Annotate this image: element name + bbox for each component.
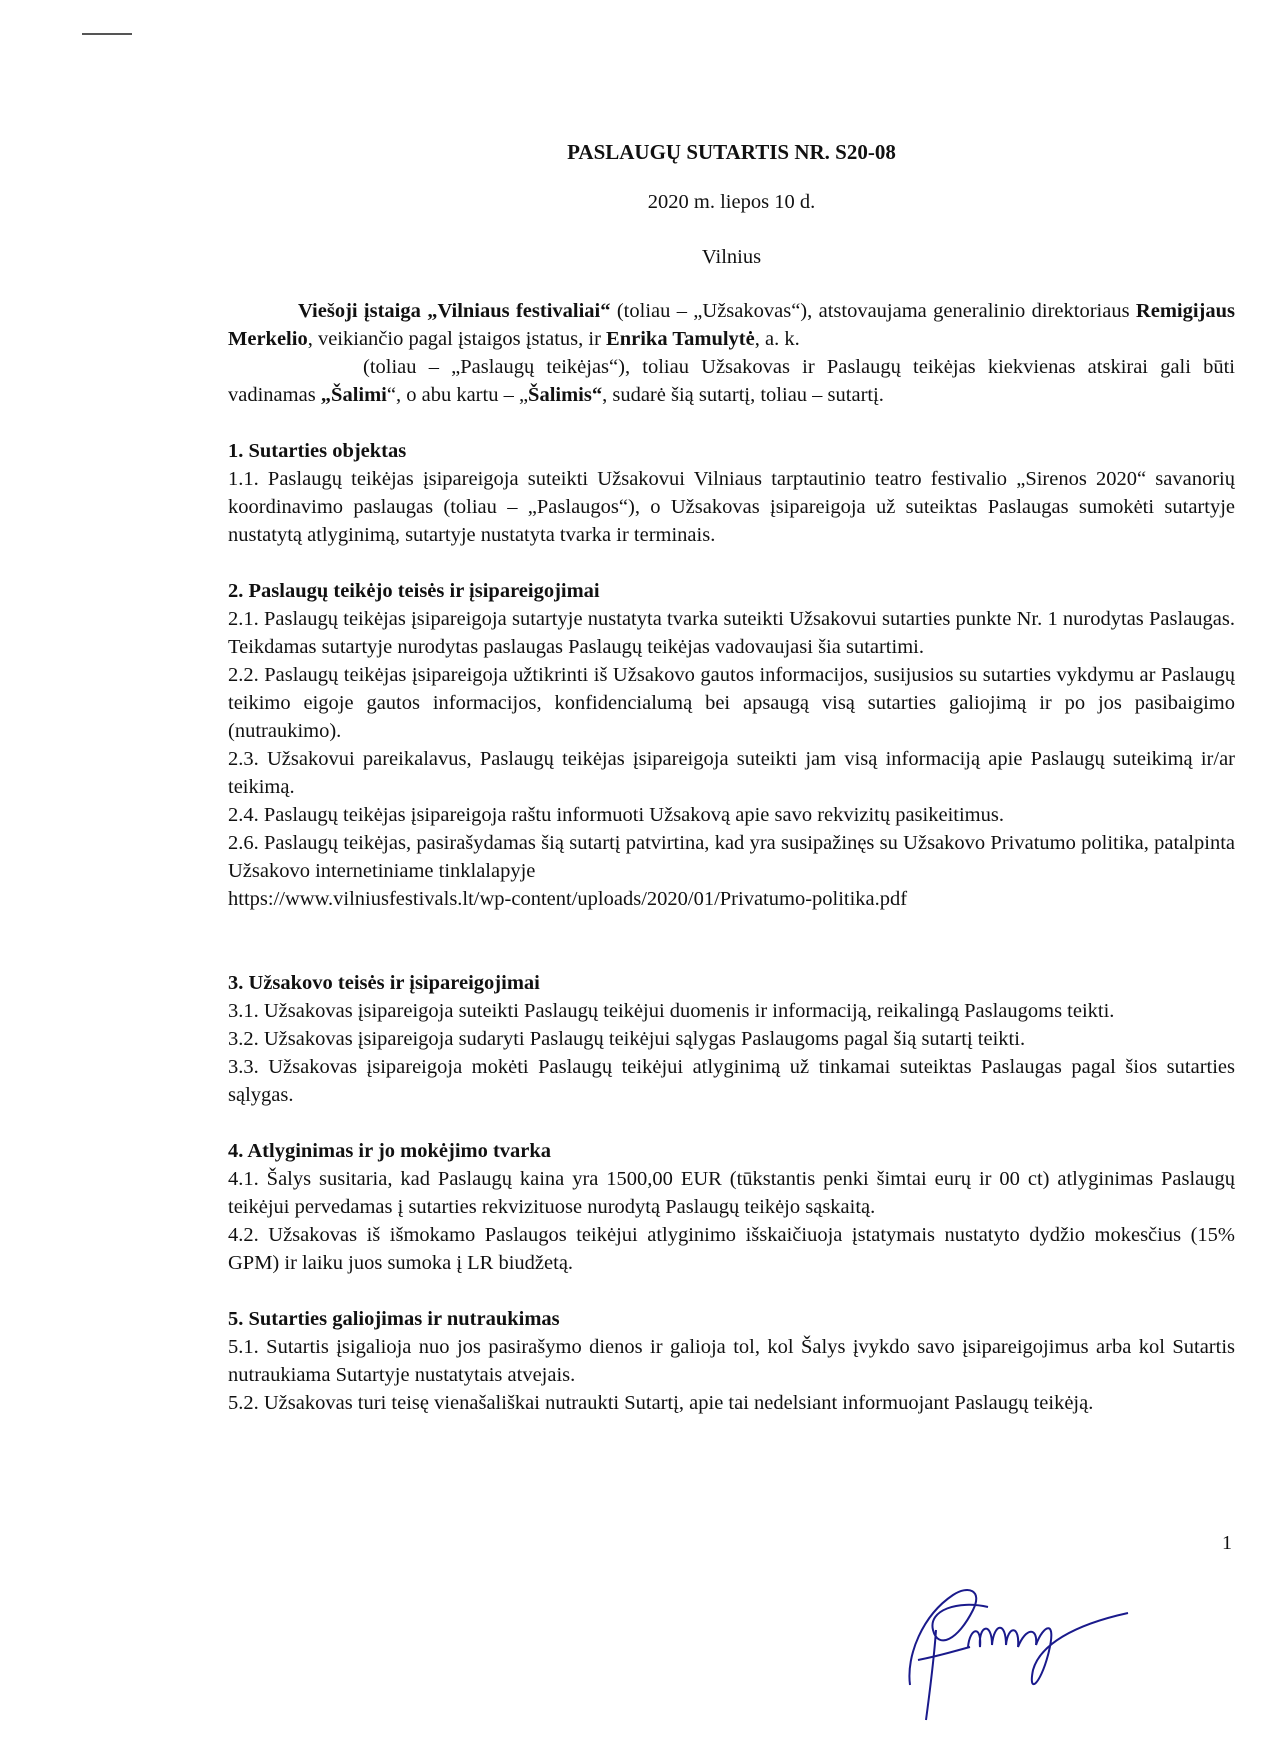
signature-mark (898, 1555, 1138, 1725)
clause-3-2: 3.2. Užsakovas įsipareigoja sudaryti Paslaugų teikėjui sąlygas Paslaugoms pagal šią sutartį teikti. (228, 1028, 1026, 1050)
party1-name: Viešoji įstaiga „Vilniaus festivaliai“ (298, 300, 611, 322)
salimis-term: Šalimis“ (528, 384, 603, 406)
page-number: 1 (1222, 1532, 1232, 1554)
intro-text-2: , veikiančio pagal įstaigos įstatus, ir (307, 328, 607, 350)
intro-text-6: , sudarė šią sutartį, toliau – sutartį. (602, 384, 884, 406)
section-3 (228, 969, 1235, 1109)
salimi-term: „Šalimi (320, 384, 387, 406)
clause-5-2: 5.2. Užsakovas turi teisę vienašališkai nutraukti Sutartį, apie tai nedelsiant informuojant Paslaugų teikėją. (228, 1392, 1094, 1414)
section-4 (228, 1137, 1235, 1277)
section-title: 3. Užsakovo teisės ir įsipareigojimai (228, 972, 540, 994)
clause-1-1: 1.1. Paslaugų teikėjas įsipareigoja suteikti Užsakovui Vilniaus tarptautinio teatro festivalio „Sirenos 2020“ savanorių koordinavimo paslaugas (toliau – „Paslaugos“), o Užsakovas įsipareigoja už suteiktas Paslaugas sumokėti sutartyje nustatytą atlyginimą, sutartyje nustatyta tvarka ir terminais. (228, 468, 1235, 546)
director-name: Remigijaus Merkelio (228, 300, 1235, 350)
party2-name: Enrika Tamulytė (606, 328, 755, 350)
document-title: PASLAUGŲ SUTARTIS NR. S20-08 (567, 140, 896, 164)
intro-text-4: (toliau – „Paslaugų teikėjas“), toliau Užsakovas ir Paslaugų teikėjas kiekvienas atskirai gali būti vadinamas (228, 356, 1235, 406)
clause-5-1: 5.1. Sutartis įsigalioja nuo jos pasirašymo dienos ir galioja tol, kol Šalys įvykdo savo įsipareigojimus arba kol Sutartis nutraukiama Sutartyje nustatytais atvejais. (228, 1336, 1235, 1386)
clause-2-1: 2.1. Paslaugų teikėjas įsipareigoja sutartyje nustatyta tvarka suteikti Užsakovui sutarties punkte Nr. 1 nurodytas Paslaugas. Teikdamas sutartyje nurodytas paslaugas Paslaugų teikėjas vadovaujasi šia sutartimi. (228, 608, 1235, 658)
document-city: Vilnius (701, 246, 762, 268)
clause-2-2: 2.2. Paslaugų teikėjas įsipareigoja užtikrinti iš Užsakovo gautos informacijos, susijusios su sutarties vykdymu ar Paslaugų teikimo eigoje gautos informacijos, konfidencialumą bei apsaugą visą sutarties galiojimą ir po jos pasibaigimo (nutraukimo). (228, 664, 1235, 742)
clause-3-1: 3.1. Užsakovas įsipareigoja suteikti Paslaugų teikėjui duomenis ir informaciją, reikalingą Paslaugoms teikti. (228, 1000, 1115, 1022)
section-2 (228, 577, 1235, 913)
clause-4-1: 4.1. Šalys susitaria, kad Paslaugų kaina yra 1500,00 EUR (tūkstantis penki šimtai eurų ir 00 ct) atlyginimas Paslaugų teikėjui pervedamas į sutarties rekvizituose nurodytą Paslaugų teikėjo sąskaitą. (228, 1168, 1235, 1218)
section-title: 1. Sutarties objektas (228, 440, 407, 462)
intro-paragraph (228, 297, 1235, 409)
intro-text-1: (toliau – „Užsakovas“), atstovaujama generalinio direktoriaus (610, 300, 1136, 322)
section-1 (228, 437, 1235, 549)
scan-mark (82, 33, 132, 35)
section-5 (228, 1305, 1235, 1417)
intro-text-3: , a. k. (754, 328, 800, 350)
clause-3-3: 3.3. Užsakovas įsipareigoja mokėti Paslaugų teikėjui atlyginimą už tinkamai suteiktas Paslaugas pagal šios sutarties sąlygas. (228, 1056, 1235, 1106)
clause-2-6: 2.6. Paslaugų teikėjas, pasirašydamas šią sutartį patvirtina, kad yra susipažinęs su Užsakovo Privatumo politika, patalpinta Užsakovo internetiniame tinklalapyje (228, 832, 1235, 882)
document-date: 2020 m. liepos 10 d. (647, 191, 816, 213)
intro-text-5: “, o abu kartu – „ (386, 384, 529, 406)
contract-document (228, 138, 1235, 1445)
clause-2-3: 2.3. Užsakovui pareikalavus, Paslaugų teikėjas įsipareigoja suteikti jam visą informaciją apie Paslaugų suteikimą ir/ar teikimą. (228, 748, 1235, 798)
clause-2-4: 2.4. Paslaugų teikėjas įsipareigoja raštu informuoti Užsakovą apie savo rekvizitų pasikeitimus. (228, 804, 1004, 826)
section-title: 5. Sutarties galiojimas ir nutraukimas (228, 1308, 560, 1330)
privacy-policy-link[interactable]: https://www.vilniusfestivals.lt/wp-content/uploads/2020/01/Privatumo-politika.pdf (228, 888, 908, 910)
section-title: 4. Atlyginimas ir jo mokėjimo tvarka (228, 1140, 552, 1162)
clause-4-2: 4.2. Užsakovas iš išmokamo Paslaugos teikėjui atlyginimo išskaičiuoja įstatymais nustatyto dydžio mokesčius (15% GPM) ir laiku juos sumoka į LR biudžetą. (228, 1224, 1235, 1274)
section-title: 2. Paslaugų teikėjo teisės ir įsipareigojimai (228, 580, 600, 602)
